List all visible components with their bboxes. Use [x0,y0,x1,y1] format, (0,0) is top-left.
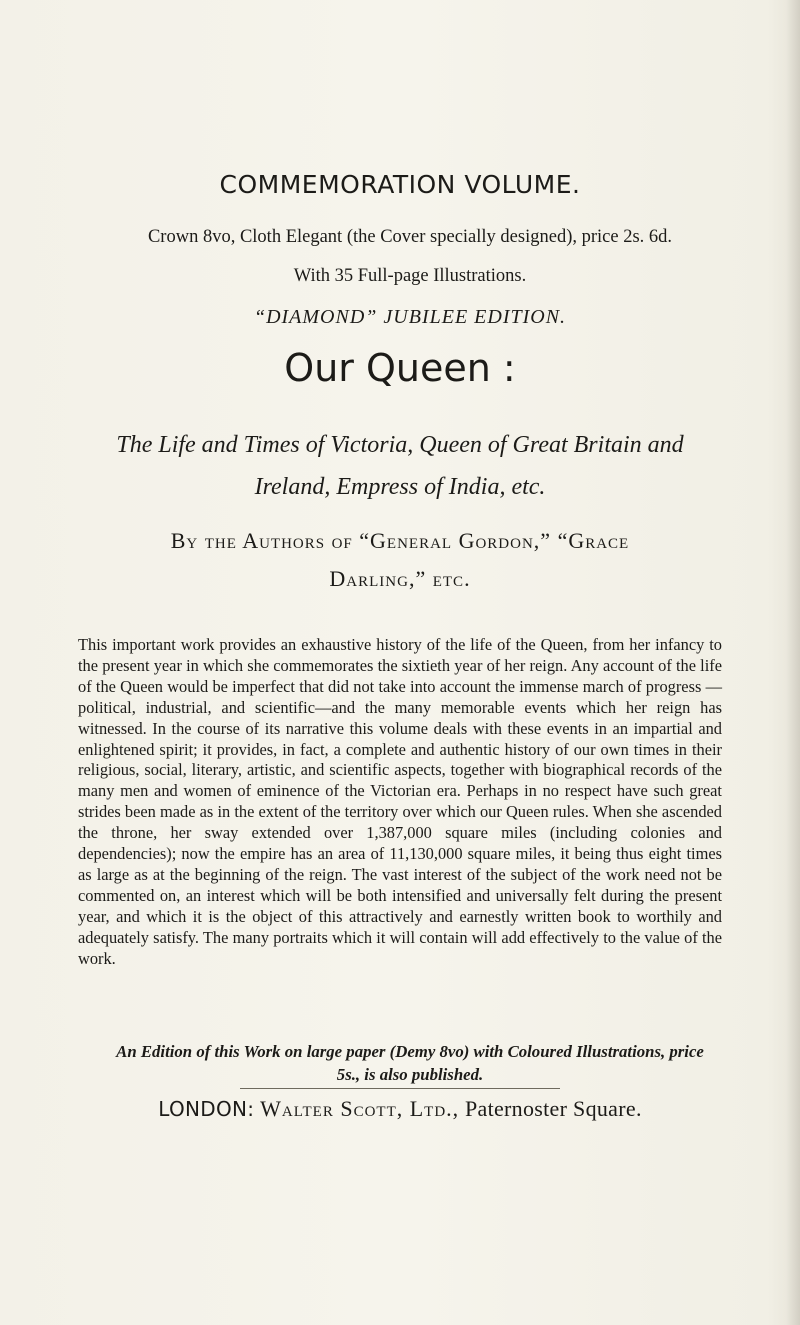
page-heading: COMMEMORATION VOLUME. [219,170,581,199]
book-authors: By the Authors of “General Gordon,” “Grace Darling,” etc. [170,528,630,591]
book-title: Our Queen : [284,346,516,390]
other-edition-note: An Edition of this Work on large paper (Demy 8vo) with Coloured Illustrations, price 5s., is also published. [116,1042,704,1084]
publisher-city: LONDON: [158,1097,255,1121]
publisher-address: Paternoster Square. [464,1096,642,1121]
illustrations-line: With 35 Full-page Illustrations. [293,266,527,286]
edition-line: “DIAMOND” JUBILEE EDITION. [253,306,567,328]
format-price-line: Crown 8vo, Cloth Elegant (the Cover specially designed), price 2s. 6d. [147,227,673,247]
publisher-line [0,1096,800,1122]
divider-rule [240,1088,560,1089]
book-description: This important work provides an exhaustive history of the life of the Queen, from her infancy to the present year in which she commemorates the sixtieth year of her reign. Any account of the life of the Queen would be imperfect that did not take into account the immense march of progress —political, industrial, and scientific—and the many memorable events which her reign has witnessed. In the course of its narrative this volume deals with these events in an impartial and enlightened spirit; it provides, in fact, a complete and authentic history of our own times in their religious, social, literary, artistic, and scientific aspects, together with biographical records of the many men and women of eminence of the Victorian era. Perhaps in no respect have such great strides been made as in the extent of the territory over which our Queen rules. When she ascended the throne, her sway extended over 1,387,000 square miles (including colonies and dependencies); now the empire has an area of 11,130,000 square miles, it being thus eight times as large as at the beginning of the reign. The vast interest of the subject of the work need not be commented on, an interest which will be both intensified and universally felt during the present year, and which it is the object of this attractively and earnestly written book to worthily and adequately satisfy. The many portraits which it will contain will add effectively to the value of the work. [78,635,722,968]
publisher-name: Walter Scott, Ltd., [260,1096,460,1121]
book-subtitle: The Life and Times of Victoria, Queen of Great Britain and Ireland, Empress of India, etc. [116,432,684,500]
